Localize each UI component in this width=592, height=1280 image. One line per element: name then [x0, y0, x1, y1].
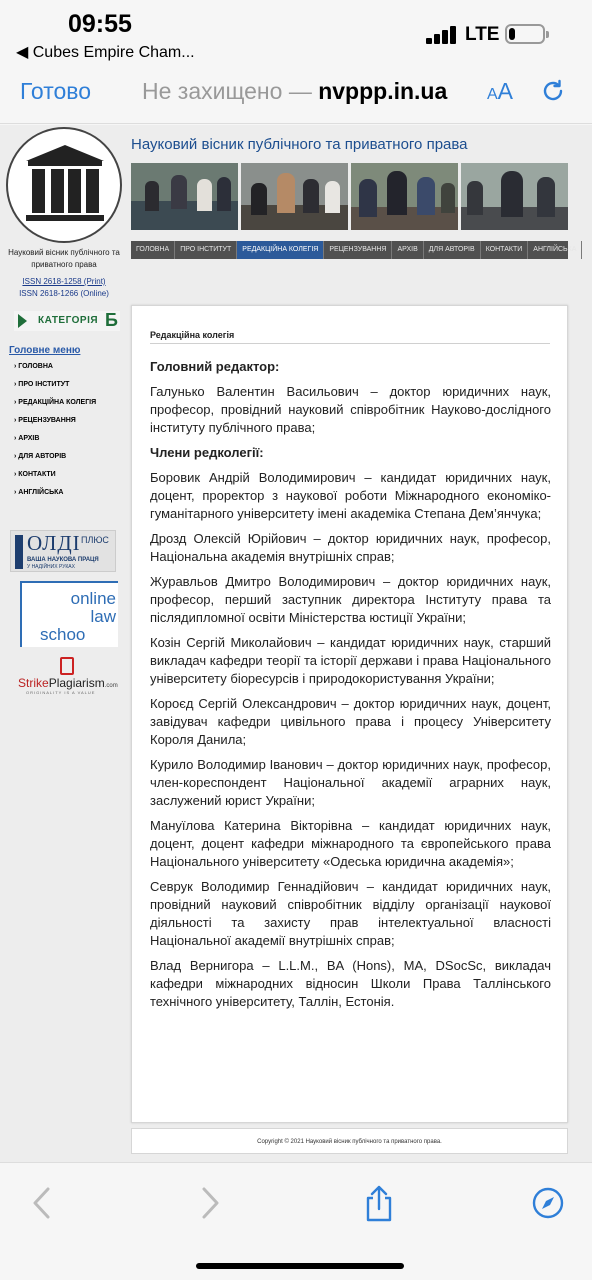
oldi-stripe: [15, 535, 23, 569]
category-letter: Б: [105, 310, 118, 330]
strike-part: Strike: [18, 676, 49, 690]
strikeplagiarism-logo: [18, 676, 118, 690]
oldi-plus-banner[interactable]: [10, 530, 116, 572]
site-title[interactable]: Науковий вісник публічного та приватного права: [131, 136, 468, 153]
tab-about[interactable]: ПРО ІНСТИТУТ: [175, 241, 237, 259]
category-label: КАТЕГОРІЯ: [38, 315, 99, 326]
oldi-tagline-2: У НАДІЙНИХ РУКАХ: [27, 564, 75, 570]
board-member: Дрозд Олексій Юрійович – доктор юридичних наук, професор, Національна академія внутрішніх справ;: [150, 531, 551, 564]
oldi-tagline-1: ВАША НАУКОВА ПРАЦЯ: [27, 557, 99, 563]
board-member: Козін Сергій Миколайович – кандидат юридичних наук, старший викладач кафедри теорії та історії держави і права Національного університету біоресурсів і природокористування України;: [150, 635, 551, 686]
browser-address-bar: [0, 68, 592, 124]
strikeplagiarism-banner[interactable]: [18, 657, 122, 695]
tab-contacts[interactable]: КОНТАКТИ: [481, 241, 529, 259]
chief-editor-heading: Головний редактор:: [150, 359, 280, 374]
triangle-right-icon: [18, 314, 27, 328]
site-logo[interactable]: [6, 127, 122, 243]
done-button[interactable]: Готово: [20, 78, 92, 104]
header-photo-4: [461, 163, 568, 230]
sidebar-item-english[interactable]: › АНГЛІЙСЬКА: [14, 487, 96, 505]
sidebar-item-about[interactable]: › ПРО ІНСТИТУТ: [14, 379, 96, 397]
header-photo-3: [351, 163, 458, 230]
signal-icon: [426, 26, 458, 44]
issn-print-link[interactable]: ISSN 2618-1258 (Print): [22, 277, 106, 286]
board-member: Мануїлова Катерина Вікторівна – кандидат юридичних наук, доцент, доцент кафедри міжнародного та європейського права Національного університету «Одеська юридична академія»;: [150, 818, 551, 869]
oldi-plus-label: ПЛЮС: [81, 535, 109, 545]
board-member: Севрук Володимир Геннадійович – кандидат юридичних наук, провідний науковий співробітник відділу організації наукової діяльності та захисту прав інтелектуальної власності Національної академії внутрішніх справ;: [150, 879, 551, 948]
header-photo-1: [131, 163, 238, 230]
ols-line-2: law: [90, 607, 116, 626]
board-member: Короєд Сергій Олександрович – доктор юридичних наук, доцент, завідувач кафедри цивільного права і процесу Університету Короля Данила;: [150, 696, 551, 747]
back-to-app-link[interactable]: ◀ Cubes Empire Cham...: [16, 44, 195, 61]
reload-icon[interactable]: [540, 78, 566, 111]
header-photo-2: [241, 163, 348, 230]
document-icon: [60, 657, 74, 675]
home-indicator: [196, 1263, 404, 1269]
main-menu-title: Головне меню: [9, 345, 81, 356]
board-member: Журавльов Дмитро Володимирович – доктор юридичних наук, професор, перший заступник директора Інституту права та післядипломної освіти Міністерства юстиції України;: [150, 574, 551, 625]
sidebar-item-authors[interactable]: › ДЛЯ АВТОРІВ: [14, 451, 96, 469]
board-member: Курило Володимир Іванович – доктор юридичних наук, професор, член-кореспондент Національної академії аграрних наук, заслужений юрист України;: [150, 757, 551, 808]
tab-archive[interactable]: АРХІВ: [392, 241, 423, 259]
sidebar-item-contacts[interactable]: › КОНТАКТИ: [14, 469, 96, 487]
top-navigation: [131, 241, 577, 259]
tab-reviewing[interactable]: РЕЦЕНЗУВАННЯ: [324, 241, 392, 259]
chief-editor-entry: Галунько Валентин Васильович – доктор юридичних наук, професор, провідний науковий співробітник Науково-дослідного інституту публічного права;: [150, 384, 551, 435]
tab-home[interactable]: ГОЛОВНА: [131, 241, 175, 259]
sidebar-item-editorial-board[interactable]: › РЕДАКЦІЙНА КОЛЕГІЯ: [14, 397, 96, 415]
browser-toolbar: [0, 1162, 592, 1280]
chevron-right-icon[interactable]: [200, 1185, 222, 1230]
text-size-small-glyph: A: [487, 86, 498, 103]
compass-icon[interactable]: [532, 1187, 564, 1224]
plagiarism-part: Plagiarism: [48, 676, 105, 690]
oldi-name: ОЛДІ: [27, 531, 81, 555]
text-size-large-glyph: A: [497, 78, 514, 104]
tab-editorial-board[interactable]: РЕДАКЦІЙНА КОЛЕГІЯ: [237, 241, 324, 259]
share-icon[interactable]: [364, 1185, 394, 1228]
ols-line-3: schoo: [40, 625, 86, 644]
url-domain: nvppp.in.ua: [318, 78, 448, 104]
clock: 09:55: [68, 10, 132, 38]
divider: [150, 343, 550, 344]
ols-line-1: online: [70, 589, 116, 608]
tab-authors[interactable]: ДЛЯ АВТОРІВ: [424, 241, 481, 259]
logo-caption: Науковий вісник публічного та приватного права: [8, 248, 120, 269]
sidebar-item-reviewing[interactable]: › РЕЦЕНЗУВАННЯ: [14, 415, 96, 433]
page-title: Редакційна колегія: [150, 330, 235, 340]
article-panel: [131, 305, 568, 1123]
chevron-left-icon[interactable]: [30, 1185, 52, 1230]
network-type: LTE: [465, 24, 500, 45]
category-button[interactable]: [14, 311, 120, 331]
battery-icon: [505, 24, 545, 44]
board-members-heading: Члени редколегії:: [150, 445, 264, 460]
not-secure-label: Не захищено —: [142, 78, 312, 104]
board-member: Влад Вернигора – L.L.M., BA (Hons), MA, DSocSc, викладач кафедри міжнародних відносин Школи Права Таллінського технічного університету, Таллін, Естонія.: [150, 958, 551, 1009]
battery-level: [509, 28, 515, 40]
sidebar-menu: [14, 361, 96, 505]
strike-tagline: ORIGINALITY IS A VALUE: [26, 690, 96, 695]
page-footer: Copyright © 2021 Науковий вісник публічного та приватного права.: [131, 1128, 568, 1154]
editorial-board-list: [150, 358, 551, 1018]
status-bar: [0, 0, 592, 68]
text-size-button[interactable]: [487, 78, 513, 105]
sidebar-item-archive[interactable]: › АРХІВ: [14, 433, 96, 451]
issn-online: ISSN 2618-1266 (Online): [19, 289, 109, 298]
url-field[interactable]: [142, 78, 447, 105]
sidebar-item-home[interactable]: › ГОЛОВНА: [14, 361, 96, 379]
columns-icon: [26, 145, 104, 221]
com-part: .com: [104, 683, 118, 689]
web-page: [0, 125, 592, 1162]
online-law-school-banner[interactable]: [20, 581, 118, 647]
board-member: Боровик Андрій Володимирович – кандидат юридичних наук, доцент, проректор з наукової роботи Міжнародного економіко-гуманітарного університету імені академіка Степана Дем’янчука;: [150, 470, 551, 521]
tab-english[interactable]: АНГЛІЙСЬКА: [528, 241, 582, 259]
